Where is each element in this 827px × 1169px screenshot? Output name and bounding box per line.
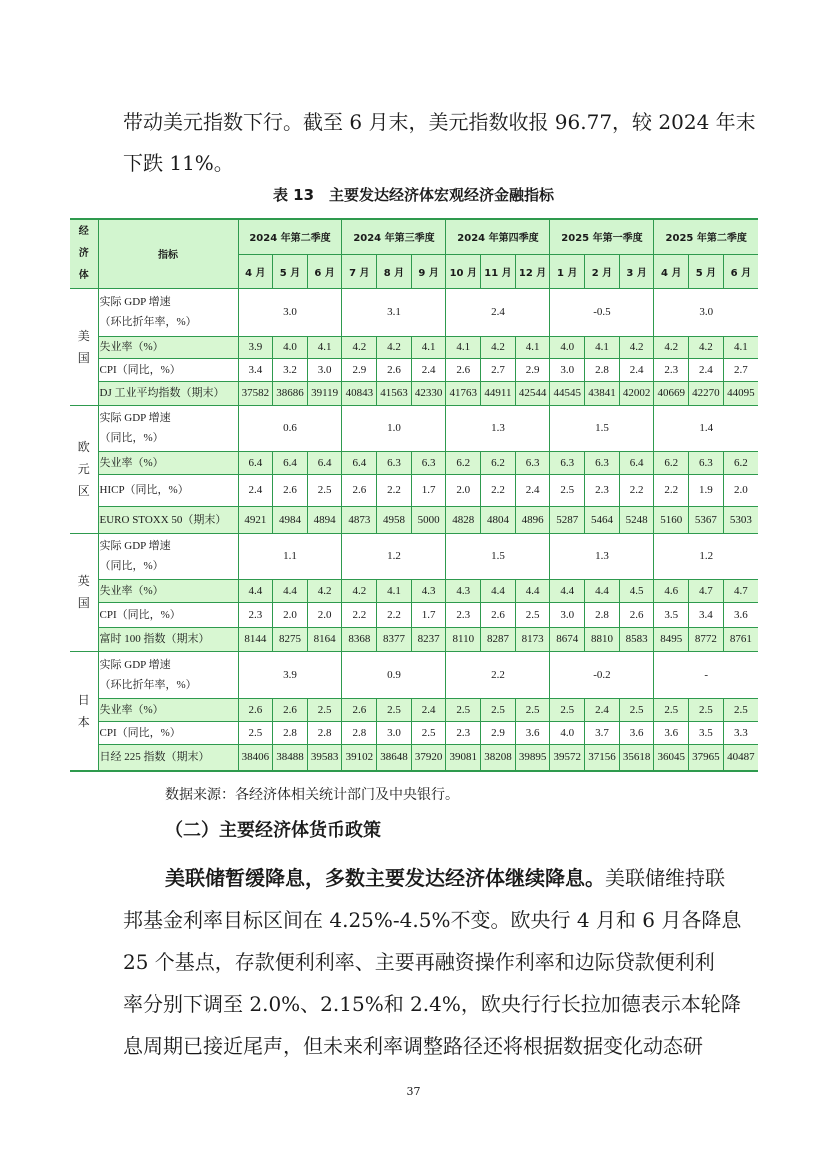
quarterly-value: 0.6 (238, 405, 342, 451)
monthly-value: 37156 (585, 744, 620, 771)
monthly-value: 6.2 (723, 451, 758, 474)
monthly-value: 37920 (411, 744, 446, 771)
month-header: 4 月 (238, 254, 273, 288)
paragraph-text: 美联储维持联 (605, 866, 725, 890)
monthly-value: 43841 (585, 381, 620, 405)
monthly-value: 4.1 (411, 336, 446, 358)
quarterly-value: 1.2 (654, 533, 758, 579)
monthly-value: 38686 (273, 381, 308, 405)
indicator-label-line: （同比，%） (99, 432, 164, 444)
table-row (70, 579, 758, 602)
indicator-label-line: （环比折年率，%） (99, 678, 197, 691)
quarterly-value: 1.5 (550, 405, 654, 451)
monthly-value: 4.1 (377, 579, 412, 602)
monthly-value: 4.0 (273, 336, 308, 358)
monthly-value: 2.0 (273, 602, 308, 627)
monthly-value: 4.7 (689, 579, 724, 602)
monthly-value: 2.9 (481, 721, 516, 744)
monthly-value: 4.4 (550, 579, 585, 602)
monthly-value: 2.6 (342, 698, 377, 721)
quarter-header: 2024 年第二季度 (238, 219, 342, 254)
monthly-value: 2.5 (307, 474, 342, 506)
intro-line-2: 下跌 11%。 (123, 151, 234, 175)
monthly-value: 42544 (515, 381, 550, 405)
monthly-value: 4.2 (377, 336, 412, 358)
monthly-value: 4.6 (654, 579, 689, 602)
monthly-value: 4873 (342, 506, 377, 533)
monthly-value: 5248 (619, 506, 654, 533)
monthly-value: 4894 (307, 506, 342, 533)
month-header: 6 月 (723, 254, 758, 288)
monthly-value: 4.1 (723, 336, 758, 358)
monthly-value: 4.2 (307, 579, 342, 602)
macro-indicators-table (70, 218, 758, 772)
monthly-value: 4984 (273, 506, 308, 533)
table-row (70, 405, 758, 451)
monthly-value: 5464 (585, 506, 620, 533)
monthly-value: 2.8 (307, 721, 342, 744)
monthly-value: 6.2 (481, 451, 516, 474)
monthly-value: 8237 (411, 627, 446, 651)
monthly-value: 3.6 (515, 721, 550, 744)
monthly-value: 2.4 (585, 698, 620, 721)
monthly-value: 1.7 (411, 474, 446, 506)
monthly-value: 2.5 (446, 698, 481, 721)
economy-label: 欧元区 (77, 440, 90, 498)
monthly-value: 4828 (446, 506, 481, 533)
monthly-value: 35618 (619, 744, 654, 771)
monthly-value: 8495 (654, 627, 689, 651)
monthly-value: 2.4 (689, 358, 724, 381)
month-header: 9 月 (411, 254, 446, 288)
indicator-label-line: 日经 225 指数（期末） (99, 751, 210, 764)
monthly-value: 2.8 (585, 358, 620, 381)
quarterly-value: 2.4 (446, 288, 550, 336)
monthly-value: 2.3 (585, 474, 620, 506)
monthly-value: 2.0 (446, 474, 481, 506)
month-header: 2 月 (585, 254, 620, 288)
monthly-value: 4.4 (585, 579, 620, 602)
monthly-value: 2.5 (515, 602, 550, 627)
table-row (70, 721, 758, 744)
monthly-value: 44095 (723, 381, 758, 405)
indicator-label (98, 506, 238, 533)
indicator-label (98, 651, 238, 698)
quarterly-value: 3.0 (238, 288, 342, 336)
monthly-value: 3.0 (377, 721, 412, 744)
table-row (70, 698, 758, 721)
quarterly-value: 3.0 (654, 288, 758, 336)
quarter-header: 2024 年第三季度 (342, 219, 446, 254)
indicator-label (98, 744, 238, 771)
monthly-value: 2.5 (619, 698, 654, 721)
monthly-value: 4.5 (619, 579, 654, 602)
monthly-value: 2.5 (654, 698, 689, 721)
monthly-value: 3.6 (654, 721, 689, 744)
monthly-value: 6.3 (585, 451, 620, 474)
month-header: 5 月 (273, 254, 308, 288)
monthly-value: 6.4 (273, 451, 308, 474)
indicator-label-line: 失业率（%） (99, 456, 164, 469)
table-row (70, 358, 758, 381)
indicator-label (98, 721, 238, 744)
table-row (70, 474, 758, 506)
monthly-value: 5287 (550, 506, 585, 533)
monthly-value: 2.6 (342, 474, 377, 506)
monthly-value: 3.0 (307, 358, 342, 381)
monthly-value: 4.4 (481, 579, 516, 602)
quarterly-value: 0.9 (342, 651, 446, 698)
monthly-value: 42002 (619, 381, 654, 405)
monthly-value: 2.6 (273, 698, 308, 721)
monthly-value: 2.4 (515, 474, 550, 506)
quarterly-value: -0.5 (550, 288, 654, 336)
monthly-value: 2.8 (342, 721, 377, 744)
monthly-value: 4804 (481, 506, 516, 533)
monthly-value: 8275 (273, 627, 308, 651)
monthly-value: 6.3 (515, 451, 550, 474)
indicator-label-line: EURO STOXX 50（期末） (99, 513, 227, 526)
monthly-value: 8110 (446, 627, 481, 651)
monthly-value: 2.2 (342, 602, 377, 627)
indicator-label (98, 602, 238, 627)
indicator-label (98, 288, 238, 336)
quarter-header: 2024 年第四季度 (446, 219, 550, 254)
monthly-value: 3.6 (723, 602, 758, 627)
monthly-value: 42270 (689, 381, 724, 405)
economy-cell (70, 533, 98, 651)
indicator-label-line: CPI（同比，%） (99, 608, 181, 621)
monthly-value: 2.9 (515, 358, 550, 381)
monthly-value: 3.2 (273, 358, 308, 381)
monthly-value: 2.6 (273, 474, 308, 506)
economy-label: 日本 (77, 692, 90, 729)
paragraph-line-4: 率分别下调至 2.0%、2.15%和 2.4%，欧央行行长拉加德表示本轮降 (123, 992, 741, 1016)
monthly-value: 2.0 (307, 602, 342, 627)
quarterly-value: 2.2 (446, 651, 550, 698)
monthly-value: 4.3 (411, 579, 446, 602)
monthly-value: 40669 (654, 381, 689, 405)
monthly-value: 2.3 (238, 602, 273, 627)
indicator-label (98, 451, 238, 474)
monthly-value: 2.8 (273, 721, 308, 744)
monthly-value: 2.4 (619, 358, 654, 381)
monthly-value: 4896 (515, 506, 550, 533)
table-row (70, 288, 758, 336)
indicator-label (98, 405, 238, 451)
quarterly-value: -0.2 (550, 651, 654, 698)
monthly-value: 8583 (619, 627, 654, 651)
data-source-note: 数据来源：各经济体相关统计部门及中央银行。 (165, 787, 459, 803)
monthly-value: 39102 (342, 744, 377, 771)
monthly-value: 2.5 (481, 698, 516, 721)
monthly-value: 4.1 (307, 336, 342, 358)
monthly-value: 2.4 (411, 358, 446, 381)
indicator-label-line: 实际 GDP 增速 (99, 412, 171, 424)
monthly-value: 3.7 (585, 721, 620, 744)
indicator-label-line: 失业率（%） (99, 584, 164, 597)
monthly-value: 2.9 (342, 358, 377, 381)
monthly-value: 4.0 (550, 721, 585, 744)
table-row (70, 744, 758, 771)
monthly-value: 38648 (377, 744, 412, 771)
monthly-value: 6.3 (377, 451, 412, 474)
monthly-value: 36045 (654, 744, 689, 771)
monthly-value: 2.2 (377, 602, 412, 627)
monthly-value: 2.7 (723, 358, 758, 381)
monthly-value: 6.4 (307, 451, 342, 474)
quarterly-value: 1.4 (654, 405, 758, 451)
quarterly-value: 1.0 (342, 405, 446, 451)
indicator-label-line: 实际 GDP 增速 (99, 296, 171, 308)
month-header: 1 月 (550, 254, 585, 288)
monthly-value: 39572 (550, 744, 585, 771)
monthly-value: 4.1 (515, 336, 550, 358)
month-header: 5 月 (689, 254, 724, 288)
paragraph-line-1 (165, 857, 725, 899)
monthly-value: 2.7 (481, 358, 516, 381)
economy-cell (70, 651, 98, 771)
monthly-value: 2.3 (446, 602, 481, 627)
monthly-value: 2.5 (411, 721, 446, 744)
indicator-label (98, 698, 238, 721)
monthly-value: 2.3 (446, 721, 481, 744)
monthly-value: 4.7 (723, 579, 758, 602)
monthly-value: 4.4 (238, 579, 273, 602)
monthly-value: 3.5 (689, 721, 724, 744)
monthly-value: 4.1 (446, 336, 481, 358)
monthly-value: 4.2 (654, 336, 689, 358)
intro-line-1: 带动美元指数下行。截至 6 月末，美元指数收报 96.77，较 2024 年末 (123, 110, 756, 134)
monthly-value: 2.4 (238, 474, 273, 506)
table-row (70, 381, 758, 405)
indicator-label-line: CPI（同比，%） (99, 726, 181, 739)
quarterly-value: 1.1 (238, 533, 342, 579)
table-caption: 表 13 主要发达经济体宏观经济金融指标 (272, 186, 555, 204)
monthly-value: 38488 (273, 744, 308, 771)
monthly-value: 2.5 (550, 698, 585, 721)
monthly-value: 3.0 (550, 358, 585, 381)
monthly-value: 3.3 (723, 721, 758, 744)
table-row (70, 627, 758, 651)
economy-header-cell (70, 219, 98, 288)
monthly-value: 2.4 (411, 698, 446, 721)
monthly-value: 2.6 (446, 358, 481, 381)
monthly-value: 6.2 (446, 451, 481, 474)
page-number: 37 (406, 1085, 421, 1098)
month-header: 7 月 (342, 254, 377, 288)
quarterly-value: 1.5 (446, 533, 550, 579)
monthly-value: 8377 (377, 627, 412, 651)
month-header: 6 月 (307, 254, 342, 288)
monthly-value: 2.5 (550, 474, 585, 506)
monthly-value: 2.2 (619, 474, 654, 506)
indicator-label-line: CPI（同比，%） (99, 363, 181, 376)
monthly-value: 8810 (585, 627, 620, 651)
quarterly-value: 3.1 (342, 288, 446, 336)
quarter-header: 2025 年第二季度 (654, 219, 758, 254)
monthly-value: 2.5 (723, 698, 758, 721)
monthly-value: 4.2 (689, 336, 724, 358)
indicator-label-line: HICP（同比，%） (99, 484, 189, 496)
monthly-value: 41763 (446, 381, 481, 405)
monthly-value: 2.3 (654, 358, 689, 381)
monthly-value: 2.2 (377, 474, 412, 506)
monthly-value: 2.5 (377, 698, 412, 721)
section-heading: （二）主要经济体货币政策 (165, 820, 381, 841)
paragraph-lead: 美联储暂缓降息，多数主要发达经济体继续降息。 (165, 866, 605, 890)
monthly-value: 8761 (723, 627, 758, 651)
monthly-value: 8772 (689, 627, 724, 651)
monthly-value: 42330 (411, 381, 446, 405)
monthly-value: 4.4 (273, 579, 308, 602)
monthly-value: 40843 (342, 381, 377, 405)
monthly-value: 2.5 (689, 698, 724, 721)
monthly-value: 2.2 (481, 474, 516, 506)
indicator-label-line: DJ 工业平均指数（期末） (99, 387, 225, 399)
monthly-value: 4.2 (481, 336, 516, 358)
indicator-label (98, 579, 238, 602)
quarterly-value: 3.9 (238, 651, 342, 698)
monthly-value: 38208 (481, 744, 516, 771)
table-row (70, 651, 758, 698)
indicator-label (98, 627, 238, 651)
monthly-value: 4.1 (585, 336, 620, 358)
monthly-value: 6.4 (342, 451, 377, 474)
monthly-value: 4921 (238, 506, 273, 533)
monthly-value: 44911 (481, 381, 516, 405)
monthly-value: 5160 (654, 506, 689, 533)
monthly-value: 2.6 (377, 358, 412, 381)
monthly-value: 6.3 (689, 451, 724, 474)
monthly-value: 6.3 (411, 451, 446, 474)
monthly-value: 39081 (446, 744, 481, 771)
monthly-value: 2.6 (619, 602, 654, 627)
economy-cell (70, 288, 98, 405)
monthly-value: 4.4 (515, 579, 550, 602)
monthly-value: 2.8 (585, 602, 620, 627)
monthly-value: 3.6 (619, 721, 654, 744)
indicator-label-line: （同比，%） (99, 560, 164, 572)
quarterly-value: 1.3 (446, 405, 550, 451)
quarterly-value: 1.3 (550, 533, 654, 579)
monthly-value: 39119 (307, 381, 342, 405)
economy-label: 英国 (77, 574, 90, 610)
paragraph-line-2: 邦基金利率目标区间在 4.25%-4.5%不变。欧央行 4 月和 6 月各降息 (123, 908, 742, 932)
monthly-value: 5000 (411, 506, 446, 533)
monthly-value: 38406 (238, 744, 273, 771)
indicator-label (98, 533, 238, 579)
header-row-quarters (70, 219, 758, 254)
table-row (70, 506, 758, 533)
monthly-value: 8368 (342, 627, 377, 651)
monthly-value: 6.4 (619, 451, 654, 474)
monthly-value: 4958 (377, 506, 412, 533)
monthly-value: 3.4 (689, 602, 724, 627)
monthly-value: 3.0 (550, 602, 585, 627)
monthly-value: 8287 (481, 627, 516, 651)
monthly-value: 8173 (515, 627, 550, 651)
monthly-value: 1.7 (411, 602, 446, 627)
monthly-value: 37965 (689, 744, 724, 771)
quarterly-value: - (654, 651, 758, 698)
monthly-value: 2.6 (238, 698, 273, 721)
table-row (70, 602, 758, 627)
monthly-value: 5367 (689, 506, 724, 533)
indicator-label (98, 358, 238, 381)
monthly-value: 3.4 (238, 358, 273, 381)
monthly-value: 4.2 (619, 336, 654, 358)
monthly-value: 2.0 (723, 474, 758, 506)
monthly-value: 4.3 (446, 579, 481, 602)
monthly-value: 3.5 (654, 602, 689, 627)
monthly-value: 39583 (307, 744, 342, 771)
monthly-value: 1.9 (689, 474, 724, 506)
month-header: 4 月 (654, 254, 689, 288)
indicator-header: 指标 (98, 219, 238, 288)
month-header: 3 月 (619, 254, 654, 288)
monthly-value: 6.2 (654, 451, 689, 474)
monthly-value: 41563 (377, 381, 412, 405)
quarter-header: 2025 年第一季度 (550, 219, 654, 254)
monthly-value: 2.5 (238, 721, 273, 744)
monthly-value: 44545 (550, 381, 585, 405)
indicator-label-line: 失业率（%） (99, 703, 164, 716)
table-row (70, 451, 758, 474)
table-row (70, 336, 758, 358)
economy-label: 美国 (77, 328, 90, 365)
month-header: 10 月 (446, 254, 481, 288)
month-header: 8 月 (377, 254, 412, 288)
paragraph-line-5: 息周期已接近尾声，但未来利率调整路径还将根据数据变化动态研 (123, 1034, 703, 1058)
monthly-value: 4.0 (550, 336, 585, 358)
indicator-label-line: 富时 100 指数（期末） (99, 633, 210, 645)
monthly-value: 2.2 (654, 474, 689, 506)
month-header: 12 月 (515, 254, 550, 288)
quarterly-value: 1.2 (342, 533, 446, 579)
monthly-value: 6.3 (550, 451, 585, 474)
economy-header: 经济体 (78, 225, 89, 281)
indicator-label (98, 381, 238, 405)
monthly-value: 6.4 (238, 451, 273, 474)
monthly-value: 37582 (238, 381, 273, 405)
monthly-value: 8144 (238, 627, 273, 651)
monthly-value: 8164 (307, 627, 342, 651)
indicator-label (98, 336, 238, 358)
monthly-value: 40487 (723, 744, 758, 771)
monthly-value: 2.5 (515, 698, 550, 721)
paragraph-line-3: 25 个基点，存款便利利率、主要再融资操作利率和边际贷款便利利 (123, 950, 715, 974)
indicator-label (98, 474, 238, 506)
monthly-value: 39895 (515, 744, 550, 771)
monthly-value: 2.6 (481, 602, 516, 627)
monthly-value: 2.5 (307, 698, 342, 721)
indicator-label-line: 失业率（%） (99, 341, 164, 353)
monthly-value: 8674 (550, 627, 585, 651)
monthly-value: 5303 (723, 506, 758, 533)
monthly-value: 3.9 (238, 336, 273, 358)
indicator-label-line: 实际 GDP 增速 (99, 540, 171, 552)
indicator-label-line: （环比折年率，%） (99, 316, 197, 328)
monthly-value: 4.2 (342, 336, 377, 358)
table-row (70, 533, 758, 579)
indicator-label-line: 实际 GDP 增速 (99, 658, 171, 671)
month-header: 11 月 (481, 254, 516, 288)
economy-cell (70, 405, 98, 533)
monthly-value: 4.2 (342, 579, 377, 602)
